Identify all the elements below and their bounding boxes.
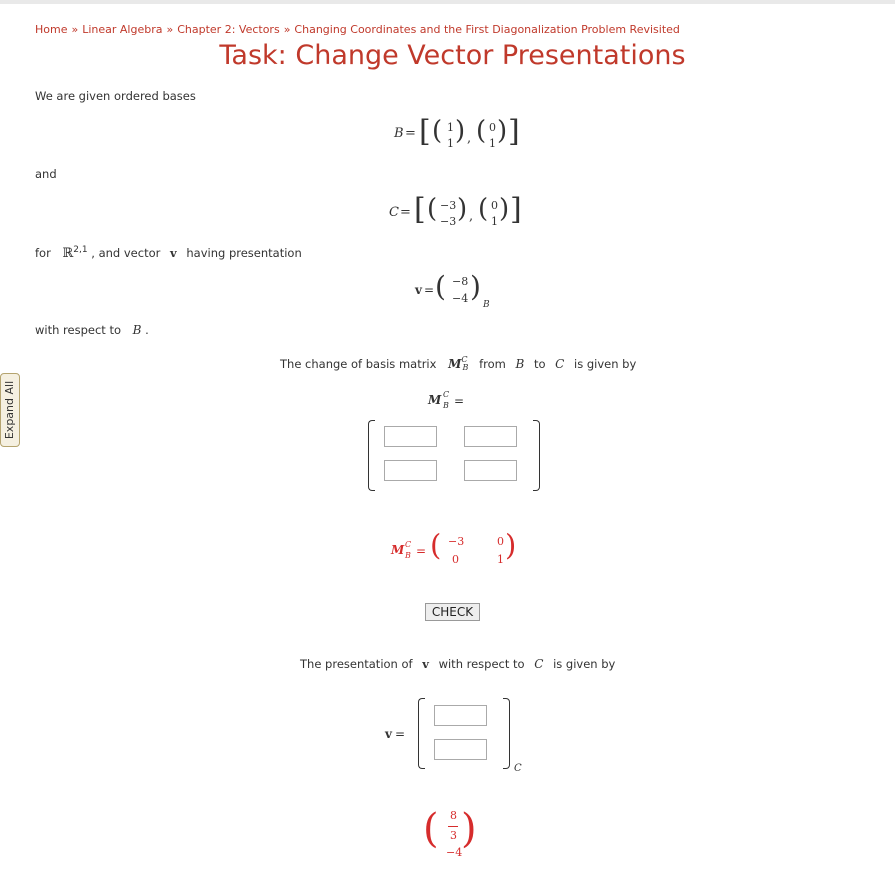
matrix-left-bracket (368, 420, 375, 491)
breadcrumb-section[interactable]: Changing Coordinates and the First Diagonalization Problem Revisited (294, 23, 680, 36)
top-bar (0, 0, 895, 4)
with-respect-text: with respect to B . (35, 323, 149, 337)
for-text: for ℝ$^{2,1}$ , and vector v having presentation (35, 245, 302, 261)
breadcrumb: Home » Linear Algebra » Chapter 2: Vectors » Changing Coordinates and the First Diagonalization Problem Revisited (35, 23, 680, 36)
breadcrumb-home[interactable]: Home (35, 23, 68, 36)
given-text: We are given ordered bases (35, 89, 196, 103)
space-symbol: ℝ (62, 245, 74, 261)
matrix-input-1-1[interactable] (384, 426, 437, 447)
breadcrumb-chapter[interactable]: Chapter 2: Vectors (177, 23, 280, 36)
change-basis-text: The change of basis matrix $M^CB$ from B to C is given by (280, 355, 637, 372)
breadcrumb-linear-algebra[interactable]: Linear Algebra (82, 23, 163, 36)
matrix-input-1-2[interactable] (464, 426, 517, 447)
check-button[interactable]: CHECK (425, 603, 480, 621)
basis-C-symbol: C (389, 205, 399, 220)
page-title: Task: Change Vector Presentations (219, 40, 686, 71)
vector-right-bracket (503, 698, 510, 769)
matrix-right-bracket (533, 420, 540, 491)
matrix-input-2-2[interactable] (464, 460, 517, 481)
expand-all-toggle[interactable]: Expand All (0, 373, 20, 447)
vector-input-2[interactable] (434, 739, 487, 760)
matrix-input-2-1[interactable] (384, 460, 437, 481)
basis-B-symbol: B (394, 126, 404, 141)
and-text: and (35, 167, 57, 181)
presentation-text: The presentation of v with respect to C is given by (300, 657, 616, 671)
vector-left-bracket (418, 698, 425, 769)
vector-input-1[interactable] (434, 705, 487, 726)
